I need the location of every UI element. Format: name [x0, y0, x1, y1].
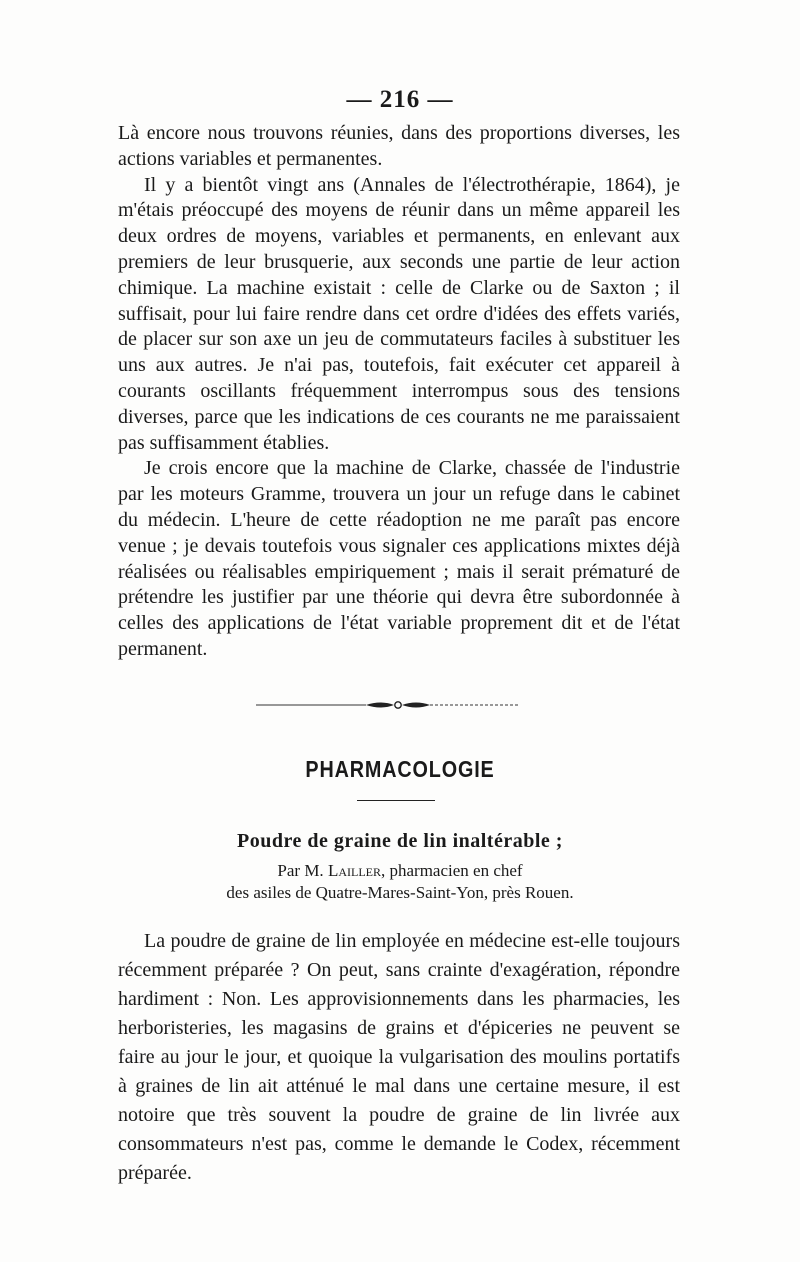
byline-role: , pharmacien en chef: [380, 861, 523, 880]
title-rule: [357, 800, 435, 801]
byline-affiliation: des asiles de Quatre-Mares-Saint-Yon, près Rouen.: [226, 883, 574, 902]
paragraph: Je crois encore que la machine de Clarke, chassée de l'industrie par les moteurs Gramme, trouvera un jour un refuge dans le cabinet du médecin. L'heure de cette réadoption ne me paraît pas encore venue ; je devais toutefois vous signaler ces applications mixtes déjà réalisées ou réalisables empiriquement ; mais il serait prématuré de prétendre les justifier par une théorie qui devra être subordonnée à celles des applications de l'état variable proprement dit et de l'état permanent.: [118, 457, 680, 660]
top-text-block: [118, 121, 680, 663]
byline-prefix: Par M.: [277, 861, 324, 880]
section-title: PHARMACOLOGIE: [305, 756, 495, 782]
byline: [0, 860, 800, 904]
ornament-divider: [256, 697, 518, 713]
bottom-text-block: [118, 927, 680, 1188]
paragraph: Là encore nous trouvons réunies, dans des proportions diverses, les actions variables et permanentes.: [118, 122, 680, 170]
author-name: Lailler: [327, 861, 381, 880]
paragraph: Il y a bientôt vingt ans (Annales de l'électrothérapie, 1864), je m'étais préoccupé des moyens de réunir dans un même appareil les deux ordres de moyens, variables et permanents, en enlevant aux premiers de leur brusquerie, aux seconds une partie de leur action chimique. La machine existait : celle de Clarke ou de Saxton ; il suffisait, pour lui faire rendre dans cet ordre d'idées des effets variés, de placer sur son axe un jeu de commutateurs faciles à substituer les uns aux autres. Je n'ai pas, toutefois, fait exécuter cet appareil à courants oscillants fréquemment interrompus sous des tensions diverses, parce que les indications de ces courants ne me paraissaient pas suffisamment établies.: [118, 173, 680, 454]
article-title: Poudre de graine de lin inaltérable ;: [237, 830, 563, 852]
paragraph: La poudre de graine de lin employée en médecine est-elle toujours récemment préparée ? On peut, sans crainte d'exagération, répondre hardiment : Non. Les approvisionnements dans les pharmacies, les herboristeries, les magasins de grains et d'épiceries ne peuvent se faire au jour le jour, et quoique la vulgarisation des moulins portatifs à graines de lin ait atténué le mal dans une certaine mesure, il est notoire que très souvent la poudre de graine de lin livrée aux consommateurs n'est pas, comme le demande le Codex, récemment préparée.: [118, 930, 680, 1184]
page-number: — 216 —: [346, 86, 454, 113]
byline-author-line: [0, 860, 800, 882]
